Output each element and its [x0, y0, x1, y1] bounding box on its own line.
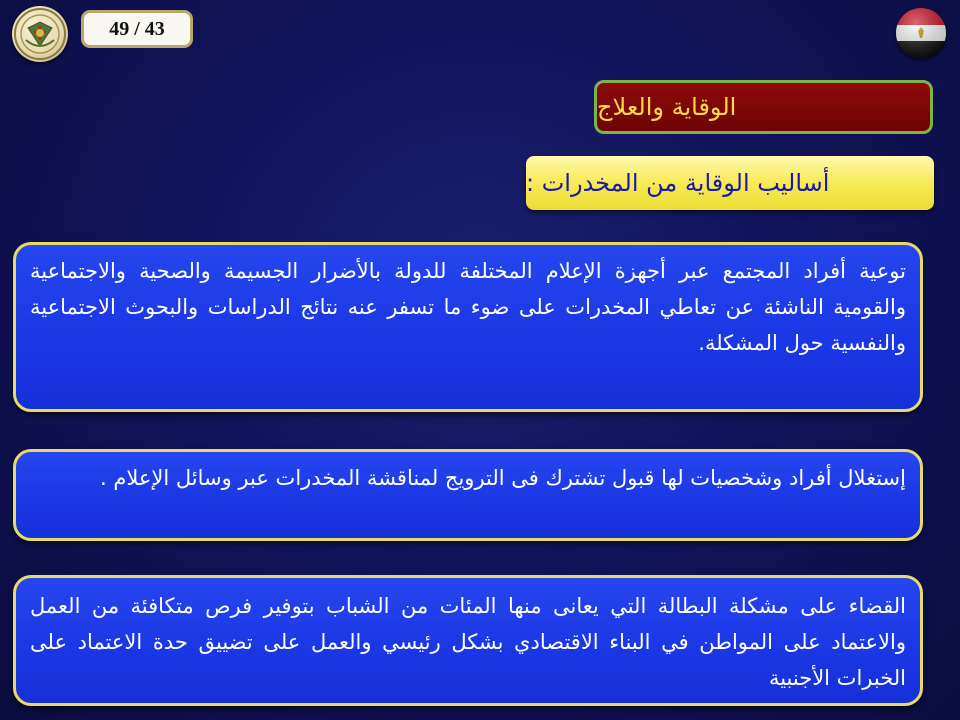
slide-counter: 49 / 43: [81, 10, 193, 48]
section-title: الوقاية والعلاج: [594, 80, 933, 134]
subtitle-banner: أساليب الوقاية من المخدرات :: [526, 156, 934, 210]
egypt-flag-icon: [896, 8, 946, 58]
text-box-awareness: توعية أفراد المجتمع عبر أجهزة الإعلام المختلفة للدولة بالأضرار الجسيمة والصحية والاجتماعية والقومية الناشئة عن تعاطي المخدرات على ضوء ما تسفر عنه نتائج الدراسات والبحوث الاجتماعية والنفسية حول المشكلة.: [13, 242, 923, 412]
text-box-celebrities: إستغلال أفراد وشخصيات لها قبول تشترك فى الترويج لمناقشة المخدرات عبر وسائل الإعلام .: [13, 449, 923, 541]
police-emblem-icon: [12, 6, 68, 62]
text-box-unemployment: القضاء على مشكلة البطالة التي يعانى منها المئات من الشباب بتوفير فرص متكافئة من العمل والاعتماد على المواطن في البناء الاقتصادي بشكل رئيسي والعمل على تضييق حدة الاعتماد على الخبرات الأجنبية: [13, 575, 923, 706]
